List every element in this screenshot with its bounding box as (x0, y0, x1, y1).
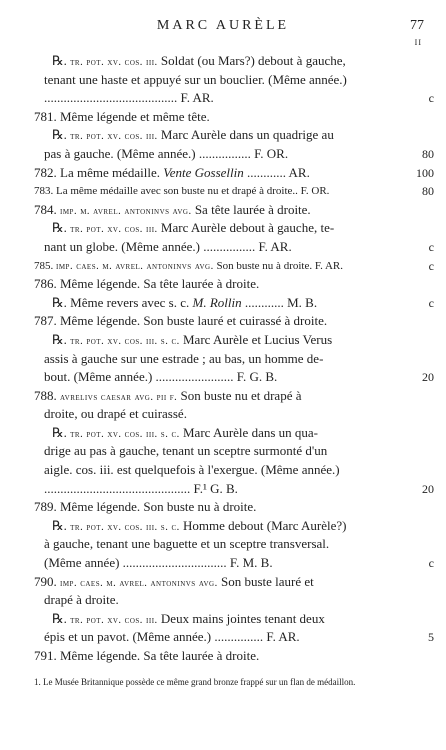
coin-legend: avrelivs caesar avg. pii f. (60, 391, 178, 403)
collection-name: M. Rollin (192, 294, 242, 310)
catalogue-entry (34, 164, 434, 183)
entry-line-text (34, 312, 388, 331)
entry-text: 783. La même médaille avec son buste nu et drapé à droite.. F. OR. (34, 185, 330, 198)
entry-line-text (44, 628, 398, 647)
entry-line-text (34, 573, 388, 594)
entry-line (34, 52, 434, 71)
entry-text: Deux mains jointes tenant deux (157, 610, 325, 626)
rarity-value: 100 (416, 165, 434, 180)
coin-legend: tr. pot. xv. cos. iii. s. c. (70, 428, 180, 440)
entry-line-text (52, 331, 406, 352)
entry-line (34, 257, 434, 276)
entry-text: (Même année) ................................ F. M. B. (44, 555, 273, 571)
entry-text: 785. (34, 259, 56, 272)
entry-line (34, 498, 434, 517)
catalogue-entry (34, 424, 434, 498)
catalogue-entry (34, 108, 434, 127)
entry-line-text (34, 498, 388, 517)
entry-line (34, 442, 434, 461)
entry-text: ℞. (52, 331, 71, 347)
entry-line (34, 405, 434, 424)
entry-text: 782. La même médaille. (34, 164, 164, 180)
catalogue-entry (34, 498, 434, 517)
entry-text: nant un globe. (Même année.) ................ F. AR. (44, 238, 292, 254)
entry-line (34, 350, 434, 369)
entry-line-text (44, 442, 398, 461)
entry-line-text (52, 219, 406, 240)
coin-legend: tr. pot. xv. cos. iii. s. c. (70, 335, 180, 347)
coin-legend: imp. caes. m. avrel. antoninvs avg. (60, 577, 218, 589)
entry-text: ℞. (52, 127, 71, 143)
entry-line (34, 294, 434, 313)
entry-line-text (52, 52, 406, 73)
entry-line (34, 535, 434, 554)
entry-line-text (44, 461, 398, 480)
entry-text: pas à gauche. (Même année.) ................ F. OR. (44, 145, 289, 161)
entry-line-text (44, 71, 398, 90)
entry-line-text (34, 164, 388, 183)
entry-line-text (44, 145, 398, 164)
entry-text: Son buste lauré et (217, 573, 314, 589)
entry-line-text (52, 424, 406, 445)
entry-line (34, 480, 434, 499)
entry-text: assis à gauche sur une estrade ; au bas, un homme de- (44, 350, 324, 366)
rarity-value: c (428, 258, 434, 273)
entry-line-text (44, 554, 398, 573)
page-header (0, 18, 446, 47)
collection-name: Vente Gossellin (163, 164, 244, 180)
entry-line-text (52, 610, 406, 631)
entry-line-text (34, 387, 388, 408)
coin-legend: tr. pot. xv. cos. iii. (70, 224, 158, 236)
rarity-value: 20 (422, 481, 434, 496)
entry-text: épis et un pavot. (Même année.) ............... F. AR. (44, 629, 300, 645)
catalogue-entry (34, 52, 434, 108)
rarity-value: c (428, 556, 434, 571)
catalogue-entry (34, 126, 434, 163)
entry-line-text (44, 480, 398, 499)
rarity-value: 5 (428, 630, 434, 645)
entry-text: ℞. Même revers avec s. c. (52, 294, 193, 310)
catalogue-entry (34, 610, 434, 647)
entry-text: ℞. (52, 424, 71, 440)
entry-line (34, 71, 434, 90)
catalogue-entries (34, 52, 434, 666)
entry-text: 784. (34, 201, 60, 217)
page-number: 77 (410, 18, 424, 33)
coin-legend: tr. pot. xv. cos. iii. (70, 57, 158, 68)
catalogue-entry (34, 331, 434, 387)
entry-line-text (44, 535, 398, 554)
entry-text: ℞. (52, 220, 71, 236)
entry-text: 789. Même légende. Son buste nu à droite. (34, 499, 257, 515)
catalogue-entry (34, 647, 434, 666)
coin-legend: tr. pot. xv. cos. iii. (70, 614, 158, 626)
coin-legend: imp. m. avrel. antoninvs avg. (60, 205, 192, 217)
entry-text: ℞. (52, 517, 71, 533)
coin-legend: tr. pot. xv. cos. iii. s. c. (70, 521, 180, 533)
entry-line (34, 573, 434, 592)
entry-line-text (52, 517, 406, 538)
entry-text: 790. (34, 573, 60, 589)
entry-line (34, 182, 434, 201)
catalogue-entry (34, 573, 434, 610)
entry-line (34, 387, 434, 406)
entry-text: Marc Aurèle dans un qua- (179, 424, 318, 440)
entry-text: ............ M. B. (241, 294, 318, 310)
entry-text: Marc Aurèle et Lucius Verus (179, 331, 333, 347)
catalogue-entry (34, 387, 434, 424)
entry-line-text (34, 201, 388, 222)
entry-line-text (44, 89, 398, 108)
entry-text: ............ AR. (243, 164, 310, 180)
rarity-value: c (428, 91, 434, 106)
entry-text: ............................................. F.¹ G. B. (44, 480, 238, 496)
entry-line (34, 517, 434, 536)
signature-mark: II (414, 38, 422, 47)
entry-line (34, 89, 434, 108)
catalogue-entry (34, 517, 434, 573)
entry-line (34, 461, 434, 480)
entry-line-text (52, 126, 406, 147)
catalogue-entry (34, 312, 434, 331)
entry-line (34, 312, 434, 331)
entry-text: 791. Même légende. Sa tête laurée à droite. (34, 648, 260, 663)
entry-text: Soldat (ou Mars?) debout à gauche, (157, 53, 346, 68)
entry-text: drapé à droite. (44, 592, 119, 608)
entry-text: à gauche, tenant une baguette et un sceptre transversal. (44, 536, 330, 552)
entry-line (34, 201, 434, 220)
entry-text: bout. (Même année.) ........................ F. G. B. (44, 369, 278, 385)
catalogue-entry (34, 201, 434, 220)
entry-line (34, 275, 434, 294)
entry-text: Marc Aurèle dans un quadrige au (157, 127, 334, 143)
entry-text: aigle. cos. iii. est quelquefois à l'exergue. (Même année.) (44, 462, 340, 478)
entry-text: drige au pas à gauche, tenant un sceptre surmonté d'un (44, 443, 328, 459)
entry-line-text (44, 350, 398, 369)
entry-line (34, 554, 434, 573)
entry-line (34, 610, 434, 629)
entry-line (34, 219, 434, 238)
catalogue-entry (34, 294, 434, 313)
coin-legend: imp. caes. m. avrel. antoninvs avg. (56, 260, 214, 272)
entry-text: 786. Même légende. Sa tête laurée à droite. (34, 276, 260, 292)
entry-text: Sa tête laurée à droite. (191, 201, 311, 217)
entry-line (34, 331, 434, 350)
rarity-value: c (428, 295, 434, 310)
entry-line (34, 126, 434, 145)
entry-line (34, 108, 434, 127)
entry-line-text (44, 368, 398, 387)
entry-text: Son buste nu et drapé à (177, 387, 302, 403)
footnote: 1. Le Musée Britannique possède ce même grand bronze frappé sur un flan de médaillon. (34, 677, 356, 687)
entry-line-text (44, 238, 398, 257)
entry-text: Marc Aurèle debout à gauche, te- (157, 220, 335, 236)
entry-text: Homme debout (Marc Aurèle?) (179, 517, 347, 533)
entry-line (34, 145, 434, 164)
entry-line-text (34, 108, 388, 127)
entry-line (34, 647, 434, 666)
entry-line (34, 628, 434, 647)
entry-text: 787. Même légende. Son buste lauré et cuirassé à droite. (34, 313, 328, 329)
catalogue-entry (34, 219, 434, 256)
rarity-value: 80 (422, 146, 434, 161)
entry-line-text (34, 275, 388, 294)
entry-text: 781. Même légende et même tête. (34, 108, 210, 124)
entry-line-text (44, 405, 398, 424)
entry-line-text (52, 294, 406, 313)
coin-legend: tr. pot. xv. cos. iii. (70, 131, 158, 143)
entry-line-text (34, 647, 388, 666)
entry-line (34, 164, 434, 183)
running-title: MARC AURÈLE (156, 18, 290, 33)
entry-line (34, 591, 434, 610)
catalogue-entry (34, 275, 434, 294)
entry-text: Son buste nu à droite. F. AR. (213, 259, 344, 272)
catalogue-entry (34, 182, 434, 201)
entry-text: droite, ou drapé et cuirassé. (44, 406, 187, 422)
rarity-value: 80 (422, 184, 434, 199)
rarity-value: c (428, 239, 434, 254)
entry-text: tenant une haste et appuyé sur un bouclier. (Même année.) (44, 71, 347, 87)
entry-text: ℞. (52, 610, 71, 626)
entry-line-text (34, 182, 388, 201)
entry-line (34, 368, 434, 387)
entry-text: 788. (34, 387, 60, 403)
catalogue-entry (34, 257, 434, 276)
entry-line (34, 424, 434, 443)
entry-text: ℞. (52, 53, 71, 68)
entry-line (34, 238, 434, 257)
rarity-value: 20 (422, 370, 434, 385)
entry-text: ......................................... F. AR. (44, 90, 214, 106)
entry-line-text (34, 257, 388, 277)
entry-line-text (44, 591, 398, 610)
